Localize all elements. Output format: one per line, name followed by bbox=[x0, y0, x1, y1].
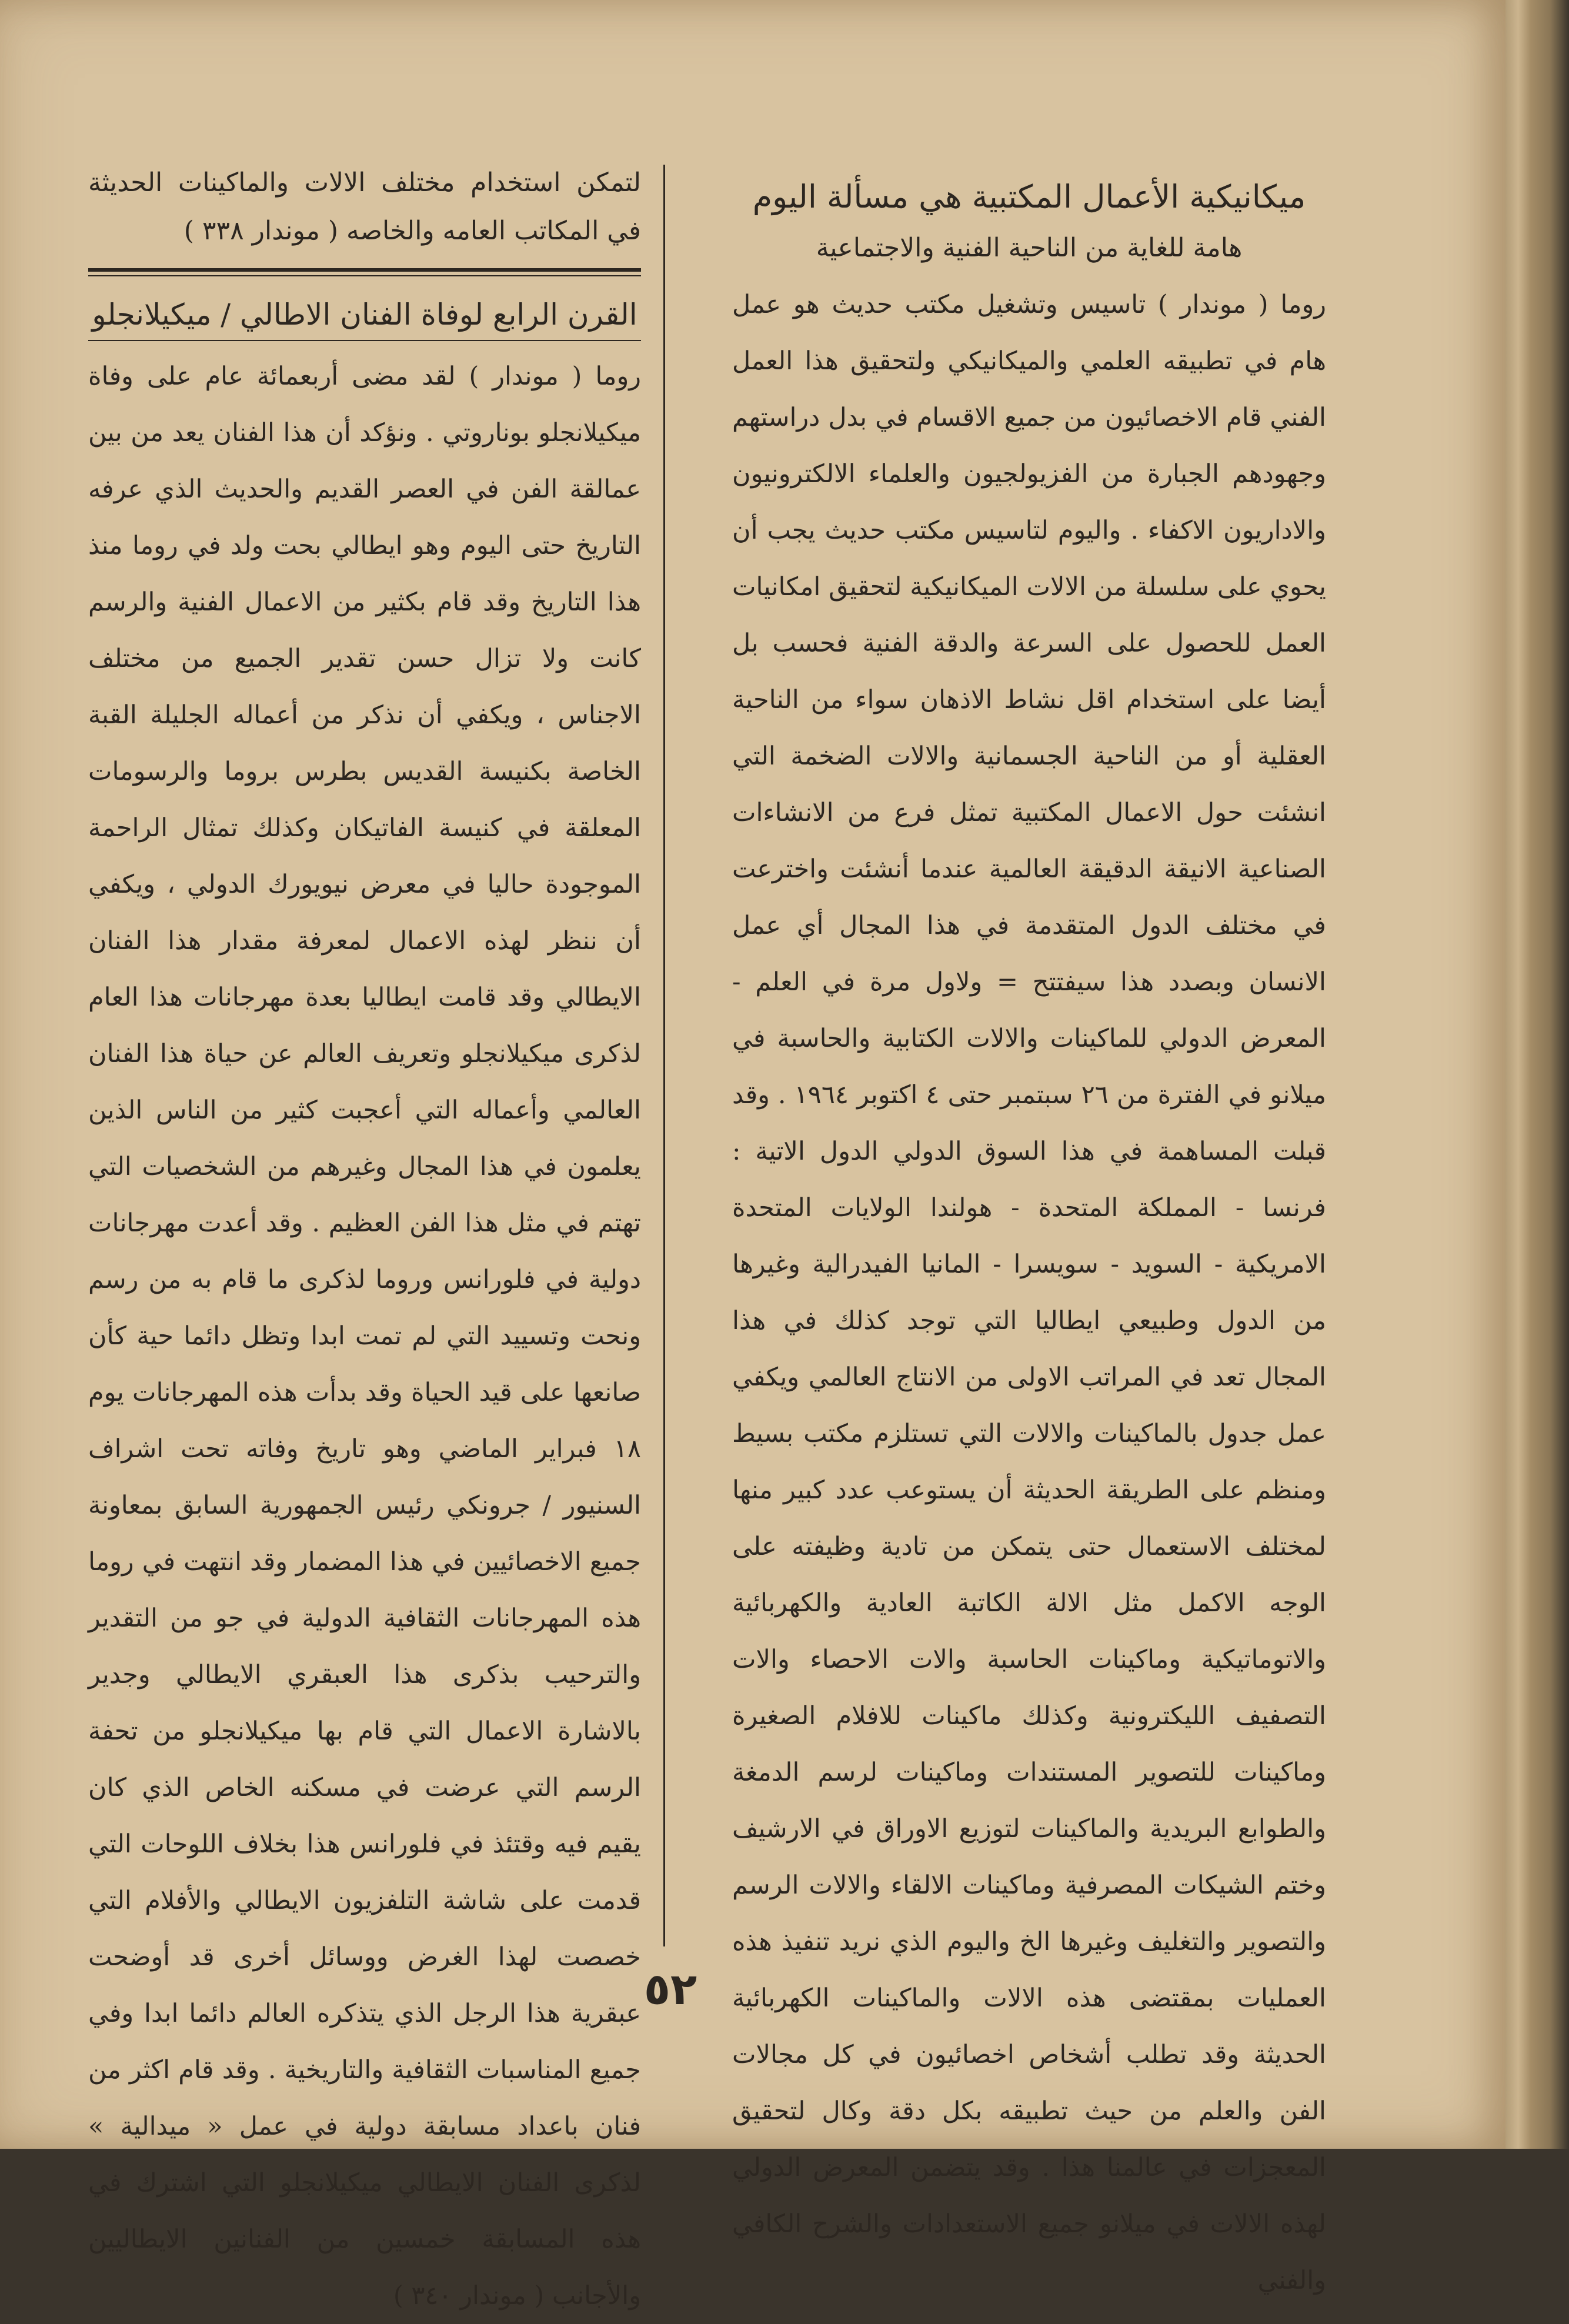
section-rule-thick bbox=[88, 268, 641, 272]
page-edge bbox=[1505, 0, 1569, 2149]
right-column bbox=[732, 171, 1326, 2309]
article-body-2: روما ( موندار ) لقد مضى أربعمائة عام على وفاة ميكيلانجلو بوناروتي . ونؤكد أن هذا الفنان يعد من بين عمالقة الفن في العصر القديم والحديث الذي عرفه التاريخ حتى اليوم وهو ايطالي بحت ولد في روما منذ هذا التاريخ وقد قام بكثير من الاعمال الفنية والرسم كانت ولا تزال حسن تقدير الجميع من مختلف الاجناس ، ويكفي أن نذكر من أعماله الجليلة القبة الخاصة بكنيسة القديس بطرس بروما والرسومات المعلقة في كنيسة الفاتيكان وكذلك تمثال الراحمة الموجودة حاليا في معرض نيويورك الدولي ، ويكفي أن ننظر لهذه الاعمال لمعرفة مقدار هذا الفنان الايطالي وقد قامت ايطاليا بعدة مهرجانات هذا العام لذكرى ميكيلانجلو وتعريف العالم عن حياة هذا الفنان العالمي وأعماله التي أعجبت كثير من الناس الذين يعلمون في هذا المجال وغيرهم من الشخصيات التي تهتم في مثل هذا الفن العظيم . وقد أعدت مهرجانات دولية في فلورانس وروما لذكرى ما قام به من رسم ونحت وتسييد التي لم تمت ابدا وتظل دائما حية كأن صانعها على قيد الحياة وقد بدأت هذه المهرجانات يوم ١٨ فبراير الماضي وهو تاريخ وفاته تحت اشراف السنيور / جرونكي رئيس الجمهورية السابق بمعاونة جميع الاخصائيين في هذا المضمار وقد انتهت في روما هذه المهرجانات الثقافية الدولية في جو من التقدير والترحيب بذكرى هذا العبقري الايطالي وجدير بالاشارة الاعمال التي قام بها ميكيلانجلو من تحفة الرسم التي عرضت في مسكنه الخاص الذي كان يقيم فيه وقتئذ في فلورانس هذا بخلاف اللوحات التي قدمت على شاشة التلفزيون الايطالي والأفلام التي خصصت لهذا الغرض ووسائل أخرى قد أوضحت عبقرية هذا الرجل الذي يتذكره العالم دائما ابدا وفي جميع المناسبات الثقافية والتاريخية . وقد قام اكثر من فنان باعداد مسابقة دولية في عمل « ميدالية » لذكرى الفنان الايطالي ميكيلانجلو التي اشترك في هذه المسابقة خمسين من الفنانين الايطاليين والأجانب ( موندار ٣٤٠ ) bbox=[88, 362, 641, 2310]
continued-text: لتمكن استخدام مختلف الالات والماكينات الحديثة في المكاتب العامه والخاصه ( موندار ٣٣٨ ) bbox=[88, 168, 641, 246]
article-body: روما ( موندار ) تاسيس وتشغيل مكتب حديث هو عمل هام في تطبيقه العلمي والميكانيكي ولتحقيق هذا العمل الفني قام الاخصائيون من جميع الاقسام في بدل دراستهم وجهودهم الجبارة من الفزيولجيون والعلماء الالكترونيون والاداريون الاكفاء . واليوم لتاسيس مكتب حديث يجب أن يحوي على سلسلة من الالات الميكانيكية لتحقيق امكانيات العمل للحصول على السرعة والدقة الفنية فحسب بل أيضا على استخدام اقل نشاط الاذهان سواء من الناحية العقلية أو من الناحية الجسمانية والالات الضخمة التي انشئت حول الاعمال المكتبية تمثل فرع من الانشاءات الصناعية الانيقة الدقيقة العالمية عندما أنشئت واخترعت في مختلف الدول المتقدمة في هذا المجال أي عمل الانسان وبصدد هذا سيفتتح = ولاول مرة في العلم - المعرض الدولي للماكينات والالات الكتابية والحاسبة في ميلانو في الفترة من ٢٦ سبتمبر حتى ٤ اكتوبر ١٩٦٤ . وقد قبلت المساهمة في هذا السوق الدولي الدول الاتية : فرنسا - المملكة المتحدة - هولندا الولايات المتحدة الامريكية - السويد - سويسرا - المانيا الفيدرالية وغيرها من الدول وطبيعي ايطاليا التي توجد كذلك في هذا المجال تعد في المراتب الاولى من الانتاج العالمي ويكفي عمل جدول بالماكينات والالات التي تستلزم مكتب بسيط ومنظم على الطريقة الحديثة أن يستوعب عدد كبير منها لمختلف الاستعمال حتى يتمكن من تادية وظيفته على الوجه الاكمل مثل الالة الكاتبة العادية والكهربائية والاتوماتيكية وماكينات الحاسبة والات الاحصاء والات التصفيف الليكترونية وكذلك ماكينات للافلام الصغيرة وماكينات للتصوير المستندات وماكينات لرسم الدمغة والطوابع البريدية والماكينات لتوزيع الاوراق في الارشيف وختم الشيكات المصرفية وماكينات الالقاء والالات الرسم والتصوير والتغليف وغيرها الخ واليوم الذي نريد تنفيذ هذه العمليات بمقتضى هذه الالات والماكينات الكهربائية الحديثة وقد تطلب أشخاص اخصائيون في كل مجالات الفن والعلم من حيث تطبيقه بكل دقة وكال لتحقيق المعجزات في عالمنا هذا . وقد يتضمن المعرض الدولي لهذه الالات في ميلانو جميع الاستعدادات والشرح الكافي والفني bbox=[732, 290, 1326, 2295]
article-title-2: القرن الرابع لوفاة الفنان الاطالي / ميكيلانجلو bbox=[92, 298, 637, 332]
page-number: ٥٢ bbox=[643, 1964, 697, 2015]
article-subtitle: هامة للغاية من الناحية الفنية والاجتماعية bbox=[816, 233, 1243, 263]
column-divider bbox=[663, 165, 665, 1946]
title-underline bbox=[88, 340, 641, 341]
section-rule-thin bbox=[88, 275, 641, 276]
article-title: ميكانيكية الأعمال المكتبية هي مسألة اليوم bbox=[752, 178, 1306, 215]
left-column bbox=[88, 159, 641, 2324]
